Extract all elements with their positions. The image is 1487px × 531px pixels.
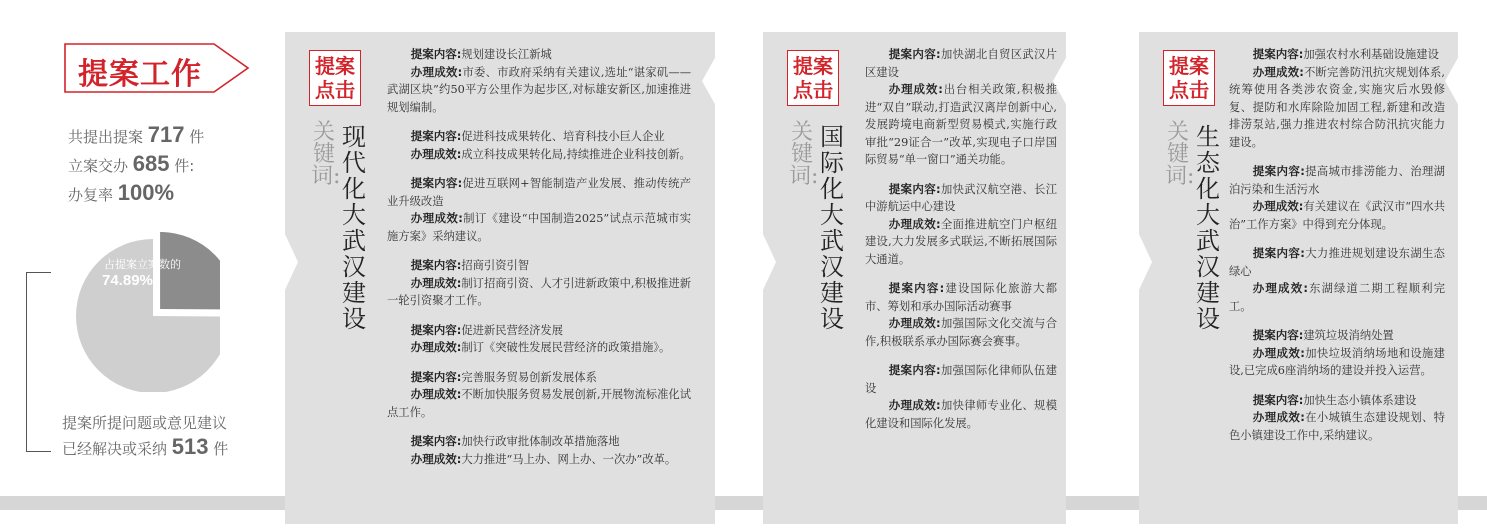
keyword-label: 关键词: [311,120,341,189]
bracket-line [26,272,51,452]
stat-registered: 立案交办 685 件: [68,151,195,176]
proposal-content: 提案内容:促进互联网+智能制造产业发展、推动传统产业升级改造 [387,176,691,208]
proposal-item [865,280,1057,350]
proposal-content: 提案内容:加快湖北自贸区武汉片区建设 [865,47,1057,79]
proposal-content: 提案内容:建筑垃圾消纳处置 [1252,328,1394,342]
proposal-result: 办理成效:不断加快服务贸易发展创新,开展物流标准化试点工作。 [387,387,691,419]
proposal-result: 办理成效:有关建议在《武汉市“四水共治”工作方案》中得到充分体现。 [1229,199,1445,231]
proposal-result: 办理成效:在小城镇生态建设规划、特色小镇建设工作中,采纳建议。 [1229,410,1445,442]
proposal-result: 办理成效:加快律师专业化、规模化建设和国际化发展。 [865,398,1057,430]
proposal-item [387,433,691,468]
proposal-item [387,46,691,116]
proposal-content: 提案内容:加强国际化律师队伍建设 [865,363,1057,395]
panel-ecology [1139,32,1458,524]
proposal-click-badge: 提案 点击 [1163,50,1215,106]
proposal-item [1229,46,1445,151]
panel-notch-left [284,232,298,292]
proposal-content: 提案内容:建设国际化旅游大都市、筹划和承办国际活动赛事 [865,281,1057,313]
proposal-result: 办理成效:不断完善防汛抗灾规划体系,统筹使用各类涉农资金,实施灾后水毁修复、提防和水库除险加固工程,新建和改造排涝泵站,强力推进农村综合防汛抗灾能力建设。 [1229,64,1446,149]
proposal-item [387,369,691,422]
proposal-result: 办理成效:出台相关政策,积极推进“双自”联动,打造武汉离岸创新中心,发展跨境电商新型贸易模式,实施行政审批“29证合一”改革,实现电子口岸国际贸易“单一窗口”通关功能。 [865,82,1058,166]
proposal-content: 提案内容:加快生态小镇体系建设 [1252,392,1417,407]
pie-value: 74.89% [102,272,153,289]
proposal-result: 办理成效:制订招商引资、人才引进新政策中,积极推进新一轮引资聚才工作。 [387,275,691,307]
proposal-result: 办理成效:成立科技成果转化局,持续推进企业科技创新。 [410,146,691,161]
proposal-result: 办理成效:加强国际文化交流与合作,积极联系承办国际赛会赛事。 [865,316,1057,348]
proposal-item [1229,392,1445,445]
proposal-item [865,46,1057,169]
proposal-item [387,322,691,357]
proposal-content: 提案内容:加快武汉航空港、长江中游航运中心建设 [865,181,1057,213]
panel-notch-left [762,232,776,292]
proposal-content: 提案内容:加强农村水利基础设施建设 [1252,47,1439,61]
theme-title: 生态化大武汉建设 [1196,123,1220,333]
panel-modernization [285,32,715,524]
proposal-item [387,257,691,310]
stat-total-proposals: 共提出提案 717 件 [68,122,205,147]
proposal-result: 办理成效:大力推进“马上办、网上办、一次办”改革。 [410,451,677,466]
proposal-result: 办理成效:市委、市政府采纳有关建议,选址“谌家矶——武湖区块”约50平方公里作为起步区,对标雄安新区,加速推进规划编制。 [387,64,691,114]
proposal-content: 提案内容:提高城市排涝能力、治理湖泊污染和生活污水 [1229,164,1445,196]
proposal-item [1229,245,1445,315]
proposal-result: 办理成效:制订《突破性发展民营经济的政策措施》。 [410,340,671,354]
section-title-tag [64,43,248,93]
proposal-content: 提案内容:促进科技成果转化、培育科技小巨人企业 [410,129,665,143]
proposal-content: 提案内容:大力推进规划建设东湖生态绿心 [1229,246,1445,278]
proposal-list [1229,46,1445,456]
proposal-result: 办理成效:东湖绿道二期工程顺利完工。 [1229,281,1445,313]
section-title: 提案工作 [78,57,202,92]
proposal-content: 提案内容:招商引资引智 [410,258,530,272]
panel-notch-right [1445,56,1459,106]
panel-internationalization [763,32,1066,524]
proposal-item [865,181,1057,269]
panel-notch-right [702,56,716,106]
proposal-content: 提案内容:促进新民营经济发展 [410,322,564,337]
proposal-click-badge: 提案 点击 [787,50,839,106]
stat-reply-rate: 办复率 100% [68,180,175,205]
proposal-item [387,128,691,163]
proposal-result: 办理成效:加快垃圾消纳场地和设施建设,已完成6座消纳场的建设并投入运营。 [1229,345,1445,377]
proposal-list [865,46,1057,444]
keyword-label: 关键词: [1165,120,1195,189]
proposal-content: 提案内容:加快行政审批体制改革措施落地 [410,434,620,448]
proposal-result: 办理成效:全面推进航空门户枢纽建设,大力发展多式联运,不断拓展国际大通道。 [865,216,1057,266]
proposal-list [387,46,691,480]
proposal-item [387,175,691,245]
keyword-label: 关键词: [789,120,819,189]
pie-label: 占提案立案数的 [104,258,181,271]
resolved-line-1: 提案所提问题或意见建议 [62,414,228,432]
proposal-item [1229,327,1445,380]
proposal-result: 办理成效:制订《建设“中国制造2025”试点示范城市实施方案》采纳建议。 [387,211,691,243]
proposal-item [865,362,1057,432]
theme-title: 现代化大武汉建设 [342,123,366,333]
proposal-content: 提案内容:规划建设长江新城 [410,47,552,61]
panel-notch-left [1138,232,1152,292]
resolved-line-2: 已经解决或采纳 513 件 [62,434,229,459]
proposal-item [1229,163,1445,233]
proposal-content: 提案内容:完善服务贸易创新发展体系 [410,369,597,384]
proposal-click-badge: 提案 点击 [309,50,361,106]
theme-title: 国际化大武汉建设 [820,123,844,333]
